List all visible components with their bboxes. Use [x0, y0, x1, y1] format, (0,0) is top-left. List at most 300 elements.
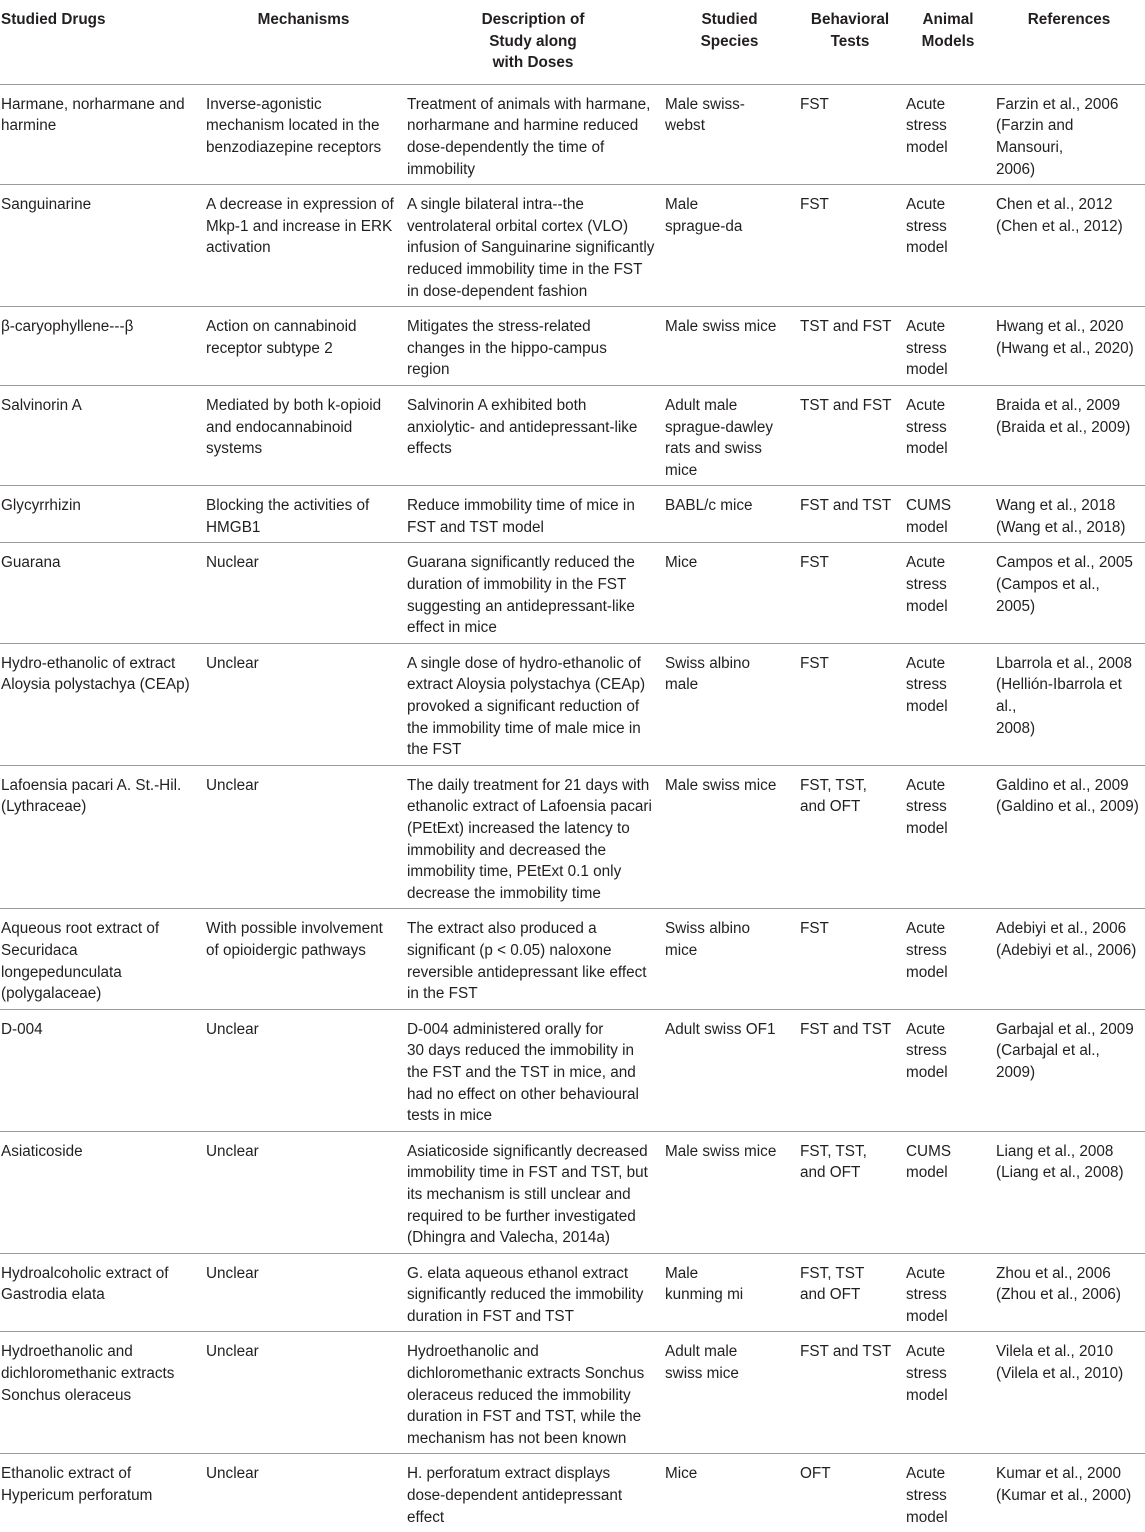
mechanism-cell — [203, 385, 404, 485]
cell-line: immobility time, PEtExt 0.1 only — [407, 863, 622, 881]
behavioral-tests-cell — [797, 643, 903, 765]
cell-line: significant (p < 0.05) naloxone — [407, 941, 612, 959]
animal-model-cell — [903, 84, 993, 184]
animal-model-cell — [903, 486, 993, 543]
cell-line: Acute — [906, 920, 946, 938]
table-row — [0, 307, 1145, 386]
cell-line: dose-dependent antidepressant — [407, 1487, 623, 1505]
cell-line: provoked a significant reduction of — [407, 698, 640, 716]
species-cell — [662, 1454, 797, 1532]
cell-line: extract Aloysia polystachya (CEAp) — [407, 676, 646, 694]
cell-line: webst — [665, 117, 705, 135]
cell-line: HMGB1 — [206, 518, 261, 536]
cell-line: Acute — [906, 1343, 946, 1361]
cell-line: Glycyrrhizin — [1, 497, 81, 515]
cell-line: Unclear — [206, 1020, 259, 1038]
cell-line: β-caryophyllene---β — [1, 318, 134, 336]
cell-line: in the FST — [407, 985, 478, 1003]
animal-model-cell — [903, 909, 993, 1009]
cell-line: model — [906, 1164, 948, 1182]
cell-line: model — [906, 518, 948, 536]
cell-line: Acute — [906, 776, 946, 794]
description-cell — [404, 1454, 662, 1532]
mechanism-cell — [203, 765, 404, 909]
header-studied-drugs: Studied Drugs — [0, 0, 203, 84]
cell-line: Acute — [906, 654, 946, 672]
cell-line: Galdino et al., 2009 — [996, 776, 1129, 794]
cell-line: mechanism located in the — [206, 117, 380, 135]
cell-line: BABL/c mice — [665, 497, 753, 515]
cell-line: harmine — [1, 117, 57, 135]
cell-line: stress — [906, 1286, 947, 1304]
cell-line: mice — [665, 461, 698, 479]
cell-line: The extract also produced a — [407, 920, 597, 938]
species-cell — [662, 1009, 797, 1131]
references-cell — [993, 765, 1145, 909]
behavioral-tests-cell — [797, 1454, 903, 1532]
cell-line: model — [906, 1307, 948, 1325]
cell-line: Male swiss mice — [665, 776, 777, 794]
cell-line: Braida et al., 2009 — [996, 396, 1121, 414]
cell-line: (PEtExt) increased the latency to — [407, 820, 630, 837]
cell-line: 2006) — [996, 160, 1036, 178]
cell-line: Unclear — [206, 776, 259, 794]
description-cell — [404, 1332, 662, 1454]
cell-line: stress — [906, 676, 947, 694]
description-cell — [404, 84, 662, 184]
cell-line: FST — [800, 554, 829, 572]
cell-line: Gastrodia elata — [1, 1286, 105, 1304]
behavioral-tests-cell — [797, 543, 903, 643]
cell-line: sprague-dawley — [665, 418, 773, 436]
cell-line: Asiaticoside — [1, 1142, 83, 1160]
header-animal-models: Animal Models — [903, 0, 993, 84]
cell-line: Male swiss mice — [665, 318, 777, 336]
behavioral-tests-cell — [797, 385, 903, 485]
species-cell — [662, 1131, 797, 1253]
cell-line: Wang et al., 2018 — [996, 497, 1116, 515]
cell-line: stress — [906, 941, 947, 959]
cell-line: Guarana — [1, 554, 61, 572]
species-cell — [662, 643, 797, 765]
cell-line: longepedunculata — [1, 963, 122, 981]
cell-line: changes in the hippo-campus — [407, 339, 607, 357]
cell-line: (Dhingra and Valecha, 2014a) — [407, 1229, 610, 1247]
cell-line: model — [906, 1386, 948, 1404]
cell-line: model — [906, 698, 948, 716]
cell-line: FST, TST — [800, 1264, 865, 1282]
animal-model-cell — [903, 543, 993, 643]
header-references: References — [993, 0, 1145, 84]
species-cell — [662, 385, 797, 485]
cell-line: FST — [800, 196, 829, 214]
cell-line: A single bilateral intra--the — [407, 196, 584, 214]
cell-line: (Carbajal et al., 2009) — [996, 1042, 1100, 1081]
cell-line: Liang et al., 2008 — [996, 1142, 1114, 1160]
cell-line: Mice — [665, 1465, 698, 1483]
cell-line: Vilela et al., 2010 — [996, 1343, 1114, 1361]
species-cell — [662, 84, 797, 184]
behavioral-tests-cell — [797, 1332, 903, 1454]
cell-line: stress — [906, 1487, 947, 1505]
drug-cell — [0, 765, 203, 909]
cell-line: Acute — [906, 95, 946, 113]
species-cell — [662, 185, 797, 307]
cell-line: (Hwang et al., 2020) — [996, 339, 1134, 357]
description-cell — [404, 1131, 662, 1253]
description-cell — [404, 643, 662, 765]
drug-cell — [0, 543, 203, 643]
drug-cell — [0, 1454, 203, 1532]
cell-line: 30 days reduced the immobility in — [407, 1042, 635, 1060]
cell-line: norharmane and harmine reduced — [407, 117, 639, 135]
cell-line: Sanguinarine — [1, 196, 92, 214]
behavioral-tests-cell — [797, 185, 903, 307]
cell-line: G. elata aqueous ethanol extract — [407, 1264, 629, 1282]
mechanism-cell — [203, 307, 404, 386]
cell-line: (Liang et al., 2008) — [996, 1164, 1124, 1182]
references-cell — [993, 385, 1145, 485]
header-row — [0, 0, 1145, 84]
cell-line: rats and swiss — [665, 440, 762, 458]
species-cell — [662, 909, 797, 1009]
cell-line: Hydroalcoholic extract of — [1, 1264, 169, 1282]
cell-line: Asiaticoside significantly decreased — [407, 1142, 648, 1160]
cell-line: dichloromethanic extracts Sonchus — [407, 1365, 645, 1383]
references-cell — [993, 643, 1145, 765]
cell-line: infusion of Sanguinarine significantly — [407, 239, 655, 257]
cell-line: (polygalaceae) — [1, 985, 102, 1003]
drug-cell — [0, 486, 203, 543]
cell-line: and OFT — [800, 798, 861, 816]
cell-line: Acute — [906, 554, 946, 572]
cell-line: D-004 — [1, 1020, 43, 1038]
header-mechanisms: Mechanisms — [203, 0, 404, 84]
references-cell — [993, 307, 1145, 386]
species-cell — [662, 307, 797, 386]
references-cell — [993, 1332, 1145, 1454]
drug-cell — [0, 643, 203, 765]
cell-line: Kumar et al., 2000 — [996, 1465, 1121, 1483]
cell-line: With possible involvement — [206, 920, 383, 938]
references-cell — [993, 185, 1145, 307]
mechanism-cell — [203, 909, 404, 1009]
description-cell — [404, 765, 662, 909]
mechanism-cell — [203, 1253, 404, 1332]
cell-line: stress — [906, 339, 947, 357]
cell-line: Male swiss mice — [665, 1142, 777, 1160]
cell-line: FST — [800, 920, 829, 938]
cell-line: model — [906, 361, 948, 379]
cell-line: Chen et al., 2012 — [996, 196, 1113, 214]
references-cell — [993, 486, 1145, 543]
animal-model-cell — [903, 185, 993, 307]
mechanism-cell — [203, 1009, 404, 1131]
cell-line: Swiss albino — [665, 654, 751, 672]
header-behavioral-tests: Behavioral Tests — [797, 0, 903, 84]
cell-line: the immobility time of male mice in — [407, 719, 641, 737]
references-cell — [993, 1253, 1145, 1332]
cell-line: FST, TST, — [800, 776, 867, 794]
cell-line: CUMS — [906, 497, 952, 515]
cell-line: Hydroethanolic and — [1, 1343, 133, 1361]
table-row — [0, 543, 1145, 643]
cell-line: TST and FST — [800, 396, 892, 414]
cell-line: reversible antidepressant like effect — [407, 963, 647, 981]
cell-line: region — [407, 361, 450, 379]
cell-line: 2008) — [996, 719, 1036, 737]
cell-line: Hwang et al., 2020 — [996, 318, 1124, 336]
cell-line: Garbajal et al., 2009 — [996, 1020, 1134, 1038]
cell-line: FST and TST — [800, 497, 892, 515]
cell-line: Acute — [906, 396, 946, 414]
mechanism-cell — [203, 1131, 404, 1253]
species-cell — [662, 765, 797, 909]
cell-line: FST and TST model — [407, 518, 544, 536]
cell-line: Mitigates the stress-related — [407, 318, 591, 336]
cell-line: (Braida et al., 2009) — [996, 418, 1131, 436]
cell-line: A decrease in expression of — [206, 196, 394, 214]
cell-line: of opioidergic pathways — [206, 941, 366, 959]
table-row — [0, 765, 1145, 909]
cell-line: the FST and the TST in mice, and — [407, 1063, 636, 1081]
description-cell — [404, 1009, 662, 1131]
cell-line: Action on cannabinoid — [206, 318, 357, 336]
drug-cell — [0, 185, 203, 307]
table-row — [0, 1131, 1145, 1253]
cell-line: effects — [407, 440, 452, 458]
cell-line: duration in FST and TST — [407, 1307, 574, 1325]
cell-line: (Galdino et al., 2009) — [996, 798, 1139, 816]
cell-line: Lafoensia pacari A. St.-Hil. — [1, 776, 182, 794]
cell-line: (Chen et al., 2012) — [996, 217, 1123, 235]
cell-line: FST — [800, 654, 829, 672]
mechanism-cell — [203, 185, 404, 307]
drug-cell — [0, 307, 203, 386]
cell-line: model — [906, 138, 948, 156]
cell-line: Inverse-agonistic — [206, 95, 322, 113]
references-cell — [993, 84, 1145, 184]
description-cell — [404, 307, 662, 386]
cell-line: ethanolic extract of Lafoensia pacari — [407, 798, 652, 816]
cell-line: D-004 administered orally for — [407, 1020, 604, 1038]
cell-line: mechanism has not been known — [407, 1429, 627, 1447]
cell-line: stress — [906, 117, 947, 135]
cell-line: Hydroethanolic and — [407, 1343, 539, 1361]
species-cell — [662, 543, 797, 643]
header-description: Description of Study along with Doses — [404, 0, 662, 84]
animal-model-cell — [903, 307, 993, 386]
cell-line: (Lythraceae) — [1, 798, 87, 816]
cell-line: Acute — [906, 1465, 946, 1483]
mechanism-cell — [203, 1454, 404, 1532]
cell-line: male — [665, 676, 699, 694]
cell-line: suggesting an antidepressant-like — [407, 597, 635, 615]
cell-line: Guarana significantly reduced the — [407, 554, 635, 572]
cell-line: stress — [906, 418, 947, 436]
cell-line: Aloysia polystachya (CEAp) — [1, 676, 190, 694]
cell-line: H. perforatum extract displays — [407, 1465, 611, 1483]
animal-model-cell — [903, 765, 993, 909]
animal-model-cell — [903, 643, 993, 765]
cell-line: The daily treatment for 21 days with — [407, 776, 650, 794]
cell-line: Hydro-ethanolic of extract — [1, 654, 176, 672]
cell-line: FST — [800, 95, 829, 113]
cell-line: reduced immobility time in the FST — [407, 260, 643, 278]
description-cell — [404, 185, 662, 307]
drug-cell — [0, 909, 203, 1009]
description-cell — [404, 909, 662, 1009]
behavioral-tests-cell — [797, 1131, 903, 1253]
cell-line: Sonchus oleraceus — [1, 1386, 132, 1404]
behavioral-tests-cell — [797, 765, 903, 909]
cell-line: decrease the immobility time — [407, 884, 601, 902]
cell-line: systems — [206, 440, 263, 458]
cell-line: (Adebiyi et al., 2006) — [996, 941, 1137, 959]
table-row — [0, 385, 1145, 485]
cell-line: immobility — [407, 160, 475, 178]
cell-line: oleraceus reduced the immobility — [407, 1386, 631, 1404]
cell-line: (Wang et al., 2018) — [996, 518, 1126, 536]
cell-line: (Farzin and Mansouri, — [996, 117, 1074, 156]
cell-line: Acute — [906, 1264, 946, 1282]
animal-model-cell — [903, 1454, 993, 1532]
cell-line: sprague-da — [665, 217, 743, 235]
cell-line: Salvinorin A exhibited both — [407, 396, 587, 414]
cell-line: Zhou et al., 2006 — [996, 1264, 1111, 1282]
cell-line: (Zhou et al., 2006) — [996, 1286, 1121, 1304]
cell-line: benzodiazepine receptors — [206, 138, 382, 156]
cell-line: Unclear — [206, 1142, 259, 1160]
cell-line: Aqueous root extract of — [1, 920, 160, 938]
description-cell — [404, 486, 662, 543]
cell-line: Mediated by both k-opioid — [206, 396, 382, 414]
cell-line: and OFT — [800, 1286, 861, 1304]
behavioral-tests-cell — [797, 307, 903, 386]
cell-line: duration of immobility in the FST — [407, 576, 627, 594]
cell-line: Hypericum perforatum — [1, 1487, 153, 1505]
cell-line: Campos et al., 2005 — [996, 554, 1133, 572]
species-cell — [662, 486, 797, 543]
table-row — [0, 909, 1145, 1009]
cell-line: Lbarrola et al., 2008 — [996, 654, 1133, 672]
cell-line: dose-dependently the time of — [407, 138, 605, 156]
behavioral-tests-cell — [797, 84, 903, 184]
references-cell — [993, 543, 1145, 643]
header-studied-species: Studied Species — [662, 0, 797, 84]
mechanism-cell — [203, 543, 404, 643]
drug-cell — [0, 1253, 203, 1332]
cell-line: stress — [906, 1365, 947, 1383]
cell-line: duration in FST and TST, while the — [407, 1408, 642, 1426]
cell-line: Salvinorin A — [1, 396, 82, 414]
cell-line: Unclear — [206, 1343, 259, 1361]
cell-line: model — [906, 820, 948, 837]
cell-line: dichloromethanic extracts — [1, 1365, 175, 1383]
cell-line: Harmane, norharmane and — [1, 95, 185, 113]
mechanism-cell — [203, 84, 404, 184]
cell-line: model — [906, 963, 948, 981]
cell-line: Ethanolic extract of — [1, 1465, 132, 1483]
cell-line: Reduce immobility time of mice in — [407, 497, 635, 515]
animal-model-cell — [903, 1332, 993, 1454]
cell-line: swiss mice — [665, 1365, 739, 1383]
cell-line: (Campos et al., 2005) — [996, 576, 1100, 615]
cell-line: activation — [206, 239, 271, 257]
cell-line: Farzin et al., 2006 — [996, 95, 1119, 113]
cell-line: stress — [906, 1042, 947, 1060]
description-cell — [404, 1253, 662, 1332]
references-cell — [993, 1454, 1145, 1532]
table-row — [0, 1332, 1145, 1454]
cell-line: mice — [665, 941, 698, 959]
cell-line: kunming mi — [665, 1286, 744, 1304]
table-body — [0, 84, 1145, 1532]
cell-line: Blocking the activities of — [206, 497, 370, 515]
cell-line: Nuclear — [206, 554, 259, 572]
cell-line: Swiss albino — [665, 920, 751, 938]
cell-line: Mkp-1 and increase in ERK — [206, 217, 393, 235]
cell-line: anxiolytic- and antidepressant-like — [407, 418, 638, 436]
drug-cell — [0, 385, 203, 485]
cell-line: Unclear — [206, 654, 259, 672]
cell-line: Treatment of animals with harmane, — [407, 95, 651, 113]
cell-line: Adebiyi et al., 2006 — [996, 920, 1127, 938]
cell-line: in dose-dependent fashion — [407, 282, 588, 300]
drug-cell — [0, 1009, 203, 1131]
cell-line: Male swiss- — [665, 95, 745, 113]
behavioral-tests-cell — [797, 909, 903, 1009]
cell-line: model — [906, 1063, 948, 1081]
references-cell — [993, 1009, 1145, 1131]
cell-line: tests in mice — [407, 1107, 493, 1125]
table-row — [0, 1454, 1145, 1532]
cell-line: model — [906, 239, 948, 257]
drug-cell — [0, 1332, 203, 1454]
cell-line: immobility and decreased the — [407, 841, 606, 859]
table-row — [0, 486, 1145, 543]
cell-line: Unclear — [206, 1465, 259, 1483]
cell-line: effect in mice — [407, 619, 497, 637]
cell-line: significantly reduced the immobility — [407, 1286, 644, 1304]
cell-line: and OFT — [800, 1164, 861, 1182]
mechanism-cell — [203, 1332, 404, 1454]
cell-line: had no effect on other behavioural — [407, 1085, 639, 1103]
cell-line: required to be further investigated — [407, 1207, 636, 1225]
animal-model-cell — [903, 1131, 993, 1253]
cell-line: and endocannabinoid — [206, 418, 353, 436]
cell-line: (Hellión-Ibarrola et al., — [996, 676, 1122, 716]
table-row — [0, 1009, 1145, 1131]
animal-model-cell — [903, 385, 993, 485]
cell-line: model — [906, 1508, 948, 1526]
cell-line: (Vilela et al., 2010) — [996, 1365, 1124, 1383]
cell-line: Unclear — [206, 1264, 259, 1282]
species-cell — [662, 1253, 797, 1332]
cell-line: effect — [407, 1508, 445, 1526]
table-row — [0, 185, 1145, 307]
cell-line: Mice — [665, 554, 698, 572]
drug-cell — [0, 1131, 203, 1253]
table-row — [0, 84, 1145, 184]
cell-line: Male — [665, 196, 699, 214]
table-row — [0, 643, 1145, 765]
mechanism-cell — [203, 643, 404, 765]
cell-line: FST and TST — [800, 1343, 892, 1361]
behavioral-tests-cell — [797, 486, 903, 543]
cell-line: A single dose of hydro-ethanolic of — [407, 654, 641, 672]
cell-line: stress — [906, 217, 947, 235]
